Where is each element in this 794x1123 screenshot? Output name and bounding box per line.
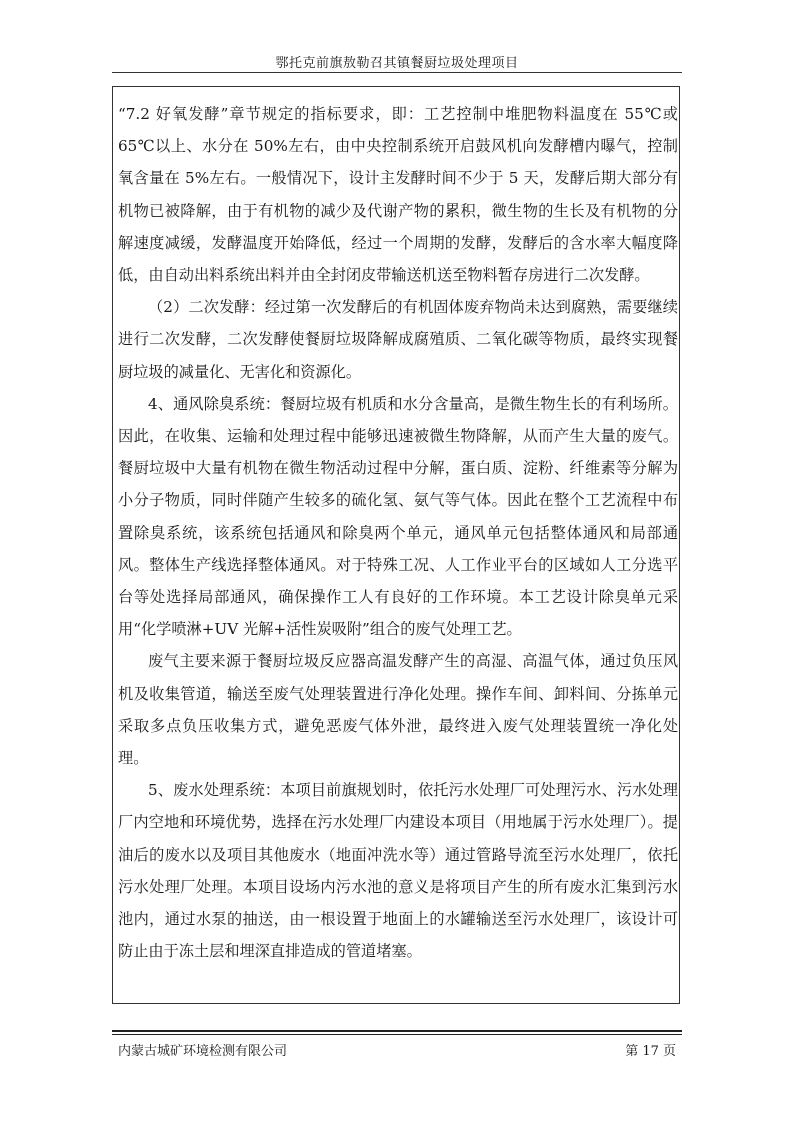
paragraph-aerobic-fermentation: “7.2 好氧发酵”章节规定的指标要求，即：工艺控制中堆肥物料温度在 55℃或 65℃以上、水分在 50%左右，由中央控制系统开启鼓风机向发酵槽内曝气，控制氧含量在 5%左右。一般情况下，设计主发酵时间不少于 5 天，发酵后期大部分有机物已被降解，由于有机物的减少及代谢产物的累积，微生物的生长及有机物的分解速度减缓，发酵温度开始降低，经过一个周期的发酵，发酵后的含水率大幅度降低，由自动出料系统出料并由全封闭皮带输送机送至物料暂存房进行二次发酵。	[118, 105, 678, 285]
paragraph-ventilation-deodorization: 4、通风除臭系统：餐厨垃圾有机质和水分含量高，是微生物生长的有利场所。因此，在收集、运输和处理过程中能够迅速被微生物降解，从而产生大量的废气。餐厨垃圾中大量有机物在微生物活动过程中分解，蛋白质、淀粉、纤维素等分解为小分子物质，同时伴随产生较多的硫化氢、氨气等气体。因此在整个工艺流程中布置除臭系统，该系统包括通风和除臭两个单元，通风单元包括整体通风和局部通风。整体生产线选择整体通风。对于特殊工况、人工作业平台的区域如人工分选平台等处选择局部通风，确保操作工人有良好的工作环境。本工艺设计除臭单元采用“化学喷淋+UV 光解+活性炭吸附”组合的废气处理工艺。	[118, 394, 678, 639]
header-divider	[112, 72, 682, 73]
paragraph-wastewater-treatment: 5、废水处理系统：本项目前旗规划时，依托污水处理厂可处理污水、污水处理厂内空地和环境优势，选择在污水处理厂内建设本项目（用地属于污水处理厂）。提油后的废水以及项目其他废水（地面冲洗水等）通过管路导流至污水处理厂，依托污水处理厂处理。本项目设场内污水池的意义是将项目产生的所有废水汇集到污水池内，通过水泵的抽送，由一根设置于地面上的水罐输送至污水处理厂，该设计可防止由于冻土层和埋深直排造成的管道堵塞。	[118, 781, 678, 961]
footer-divider-thin	[112, 1034, 682, 1035]
footer-divider	[112, 1030, 682, 1032]
page-header-title: 鄂托克前旗敖勒召其镇餐厨垃圾处理项目	[275, 56, 519, 71]
paragraph-secondary-fermentation: （2）二次发酵：经过第一次发酵后的有机固体废弃物尚未达到腐熟，需要继续进行二次发酵，二次发酵使餐厨垃圾降解成腐殖质、二氧化碳等物质，最终实现餐厨垃圾的减量化、无害化和资源化。	[118, 298, 678, 381]
footer-company-name: 内蒙古城矿环境检测有限公司	[118, 1044, 288, 1059]
paragraph-waste-gas-source: 废气主要来源于餐厨垃圾反应器高温发酵产生的高湿、高温气体，通过负压风机及收集管道，输送至废气处理装置进行净化处理。操作车间、卸料间、分拣单元采取多点负压收集方式，避免恶废气体外泄，最终进入废气处理装置统一净化处理。	[118, 652, 678, 768]
document-body	[118, 98, 678, 967]
footer-page-number: 第 17 页	[625, 1044, 676, 1059]
